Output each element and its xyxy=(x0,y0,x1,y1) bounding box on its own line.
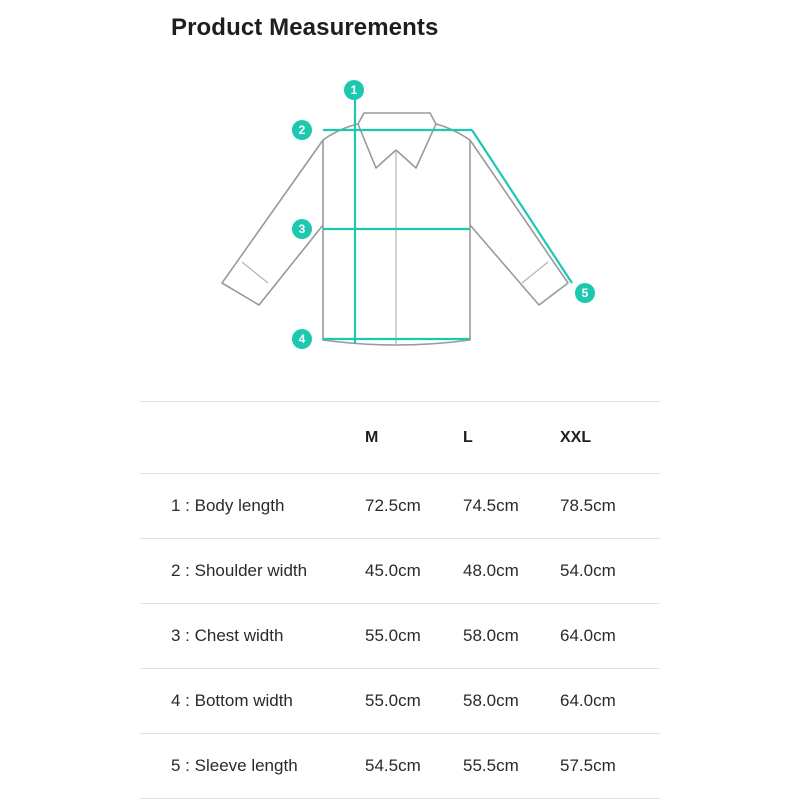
marker-1 xyxy=(344,80,364,100)
table-header-row xyxy=(140,401,660,473)
table-row xyxy=(140,603,660,668)
svg-text:2: 2 xyxy=(298,123,306,137)
table-cell: 58.0cm xyxy=(463,691,519,710)
table-cell: 54.5cm xyxy=(365,756,421,775)
row-label: 3 : Chest width xyxy=(171,626,284,645)
svg-text:3: 3 xyxy=(298,222,306,236)
table-cell: 64.0cm xyxy=(560,626,616,645)
table-cell: 55.5cm xyxy=(463,756,519,775)
table-row xyxy=(140,733,660,799)
table-row xyxy=(140,668,660,733)
marker-2 xyxy=(292,120,312,140)
table-cell: 48.0cm xyxy=(463,561,519,580)
table-cell: 72.5cm xyxy=(365,496,421,515)
svg-text:4: 4 xyxy=(298,332,306,346)
sleeve-length-line xyxy=(472,130,572,283)
page-title: Product Measurements xyxy=(171,14,439,41)
marker-4 xyxy=(292,329,312,349)
shirt-measurement-diagram xyxy=(0,0,800,390)
svg-text:1: 1 xyxy=(350,83,358,97)
marker-3 xyxy=(292,219,312,239)
table-cell: 74.5cm xyxy=(463,496,519,515)
row-label: 4 : Bottom width xyxy=(171,691,293,710)
marker-5 xyxy=(575,283,595,303)
measurement-lines xyxy=(323,100,572,344)
table-header-cell: XXL xyxy=(560,428,592,446)
table-row xyxy=(140,538,660,603)
table-cell: 55.0cm xyxy=(365,691,421,710)
row-label: 5 : Sleeve length xyxy=(171,756,298,775)
table-row xyxy=(140,473,660,538)
table-cell: 55.0cm xyxy=(365,626,421,645)
size-table xyxy=(140,401,660,799)
table-cell: 54.0cm xyxy=(560,561,616,580)
table-header-cell: L xyxy=(463,428,473,446)
table-cell: 64.0cm xyxy=(560,691,616,710)
table-cell: 57.5cm xyxy=(560,756,616,775)
table-cell: 45.0cm xyxy=(365,561,421,580)
row-label: 2 : Shoulder width xyxy=(171,561,308,580)
table-cell: 78.5cm xyxy=(560,496,616,515)
table-cell: 58.0cm xyxy=(463,626,519,645)
table-header-cell: M xyxy=(365,428,379,446)
row-label: 1 : Body length xyxy=(171,496,285,515)
svg-text:5: 5 xyxy=(581,286,589,300)
